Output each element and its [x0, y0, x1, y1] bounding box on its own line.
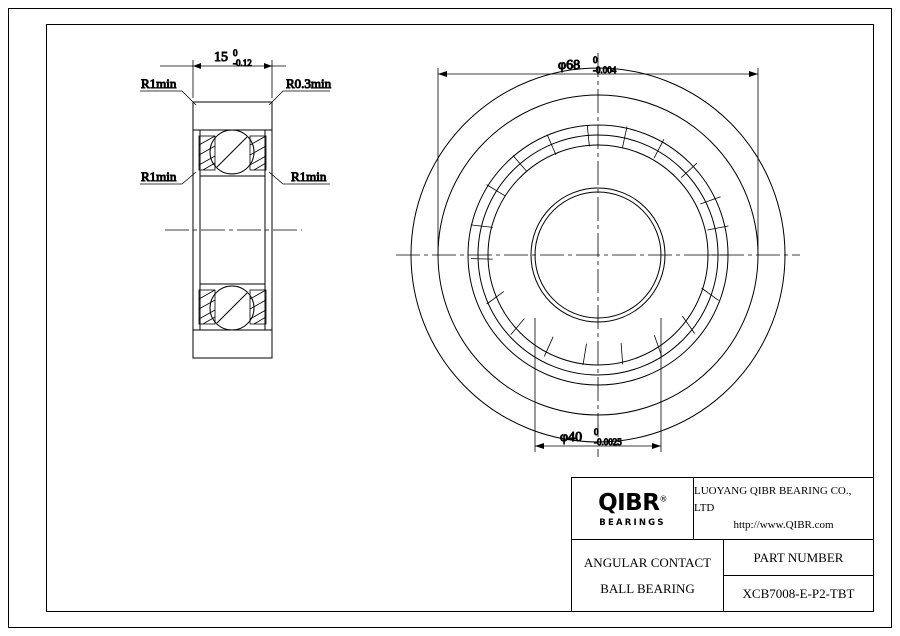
company-name: LUOYANG QIBR BEARING CO., LTD — [694, 484, 852, 514]
chamfer-label-mid-left: R1min — [141, 169, 177, 184]
title-block-body — [572, 540, 873, 612]
bore-tol-lower: -0.0025 — [594, 437, 622, 447]
logo-tagline: BEARINGS — [599, 517, 666, 528]
chamfer-label-top-left: R1min — [141, 76, 177, 91]
width-tol-upper: 0 — [233, 48, 238, 58]
od-tol-lower: -0.004 — [593, 65, 617, 75]
part-number-value: XCB7008-E-P2-TBT — [742, 586, 855, 601]
face-centerlines — [396, 53, 800, 457]
company-logo — [572, 478, 694, 539]
chamfer-label-mid-right: R1min — [291, 169, 327, 184]
company-info — [694, 478, 873, 539]
width-tol-lower: -0.12 — [233, 58, 252, 68]
width-dimension-value: 15 — [214, 50, 228, 65]
title-block — [571, 477, 874, 612]
product-line-2: BALL BEARING — [600, 581, 695, 596]
corner-radius-label: R0.3min — [286, 76, 332, 91]
bore-dimension-value: φ40 — [560, 430, 583, 445]
part-number-label: PART NUMBER — [724, 540, 873, 576]
title-block-header — [572, 478, 873, 540]
company-website[interactable]: http://www.QIBR.com — [733, 519, 834, 532]
logo-text: QIBR — [598, 489, 660, 516]
product-line-1: ANGULAR CONTACT — [583, 555, 712, 570]
od-tol-upper: 0 — [593, 55, 598, 65]
bore-tol-upper: 0 — [594, 427, 599, 437]
od-dimension-value: φ68 — [558, 58, 581, 73]
registered-trademark-icon: ® — [659, 493, 667, 503]
product-description — [572, 540, 724, 612]
width-dimension — [160, 60, 286, 98]
logo-wordmark — [598, 489, 667, 516]
cage-pockets — [471, 125, 729, 365]
part-number-block — [724, 540, 873, 612]
